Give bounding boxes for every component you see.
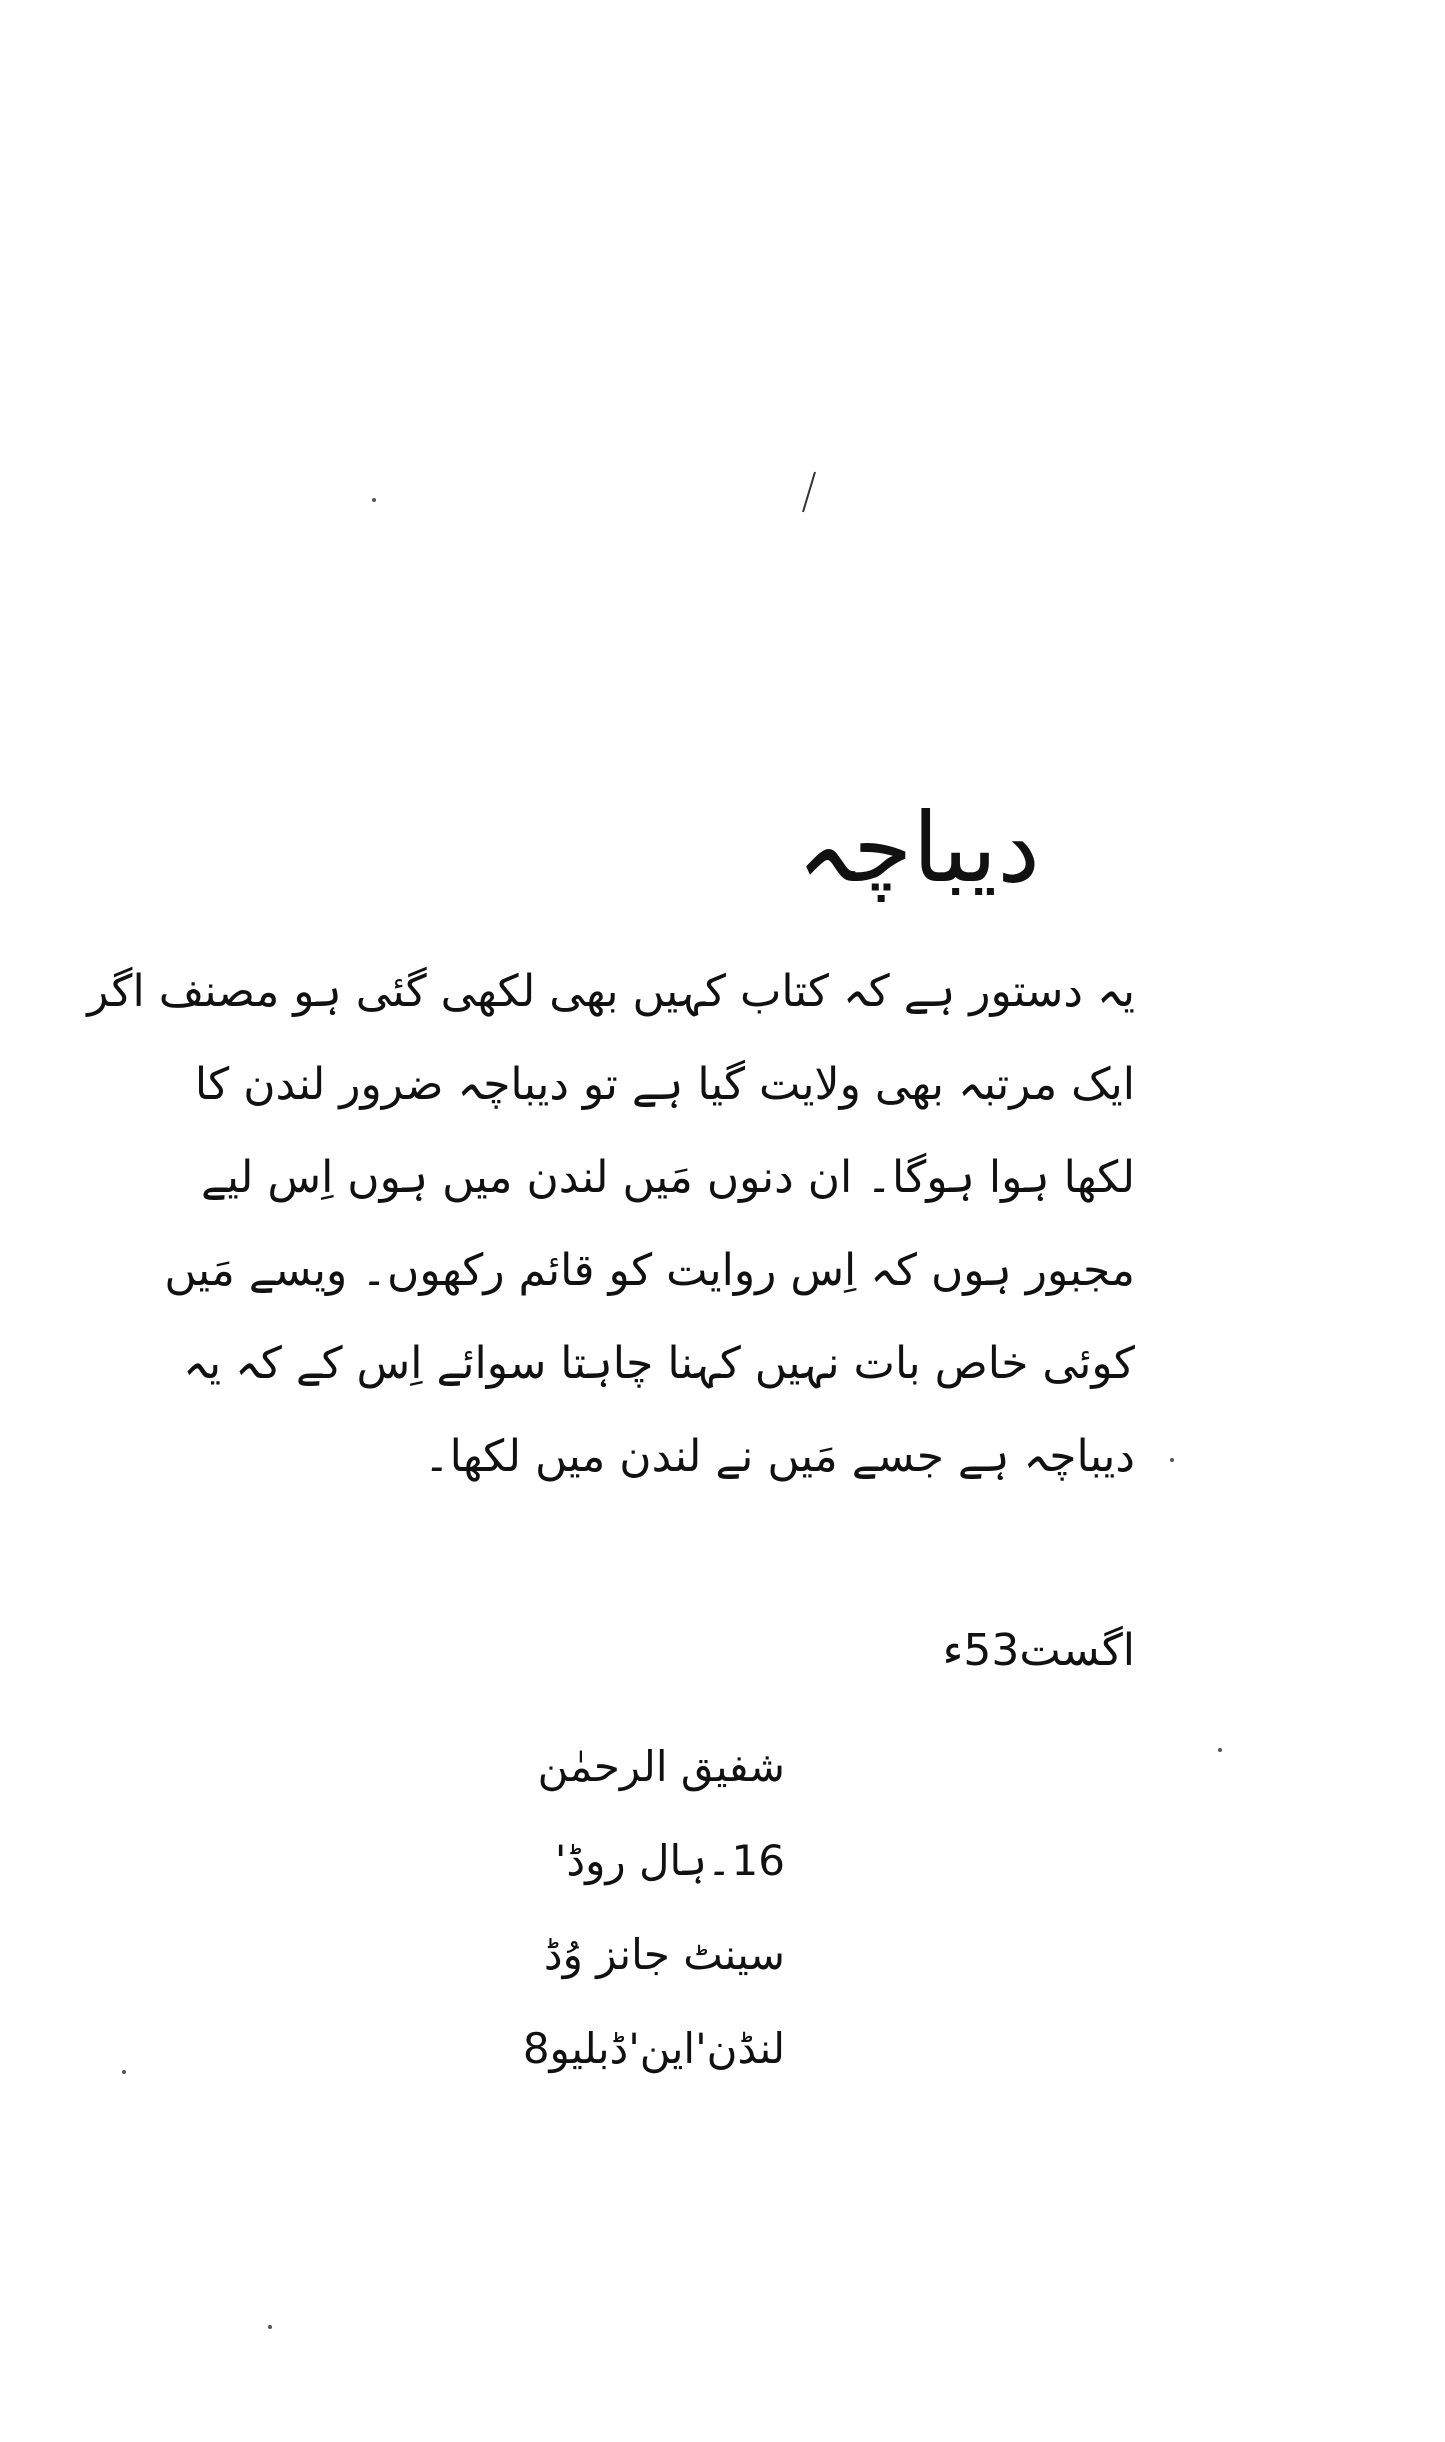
address-line: سینٹ جانز وُڈ <box>543 1930 785 1979</box>
dust-speck <box>268 2325 272 2329</box>
paragraph-line: دیباچہ ہے جسے مَیں نے لندن میں لکھا۔ <box>423 1431 1135 1482</box>
paragraph-line: لکھا ہوا ہوگا۔ ان دنوں مَیں لندن میں ہوں اِس لیے <box>200 1152 1135 1203</box>
stray-pen-mark <box>795 470 823 514</box>
address-line: 16۔ہال روڈ' <box>554 1836 785 1885</box>
author-name: شفیق الرحمٰن <box>537 1742 785 1791</box>
dust-speck <box>1218 1748 1222 1752</box>
address-line: لنڈن'این'ڈبلیو8 <box>522 2024 785 2073</box>
paragraph-line: یہ دستور ہے کہ کتاب کہیں بھی لکھی گئی ہو مصنف اگر <box>87 966 1135 1017</box>
signature-block <box>523 1720 785 2096</box>
paragraph-line: مجبور ہوں کہ اِس روایت کو قائم رکھوں۔ ویسے مَیں <box>164 1245 1135 1296</box>
dust-speck <box>1170 1458 1174 1462</box>
paragraph-line: ایک مرتبہ بھی ولایت گیا ہے تو دیباچہ ضرور لندن کا <box>194 1059 1135 1110</box>
page-title: دیباچہ <box>796 792 1040 904</box>
dust-speck <box>372 498 376 502</box>
paragraph-line: کوئی خاص بات نہیں کہنا چاہتا سوائے اِس کے کہ یہ <box>183 1338 1135 1389</box>
date-line: اگست53ء <box>942 1625 1135 1676</box>
preface-paragraph <box>87 945 1135 1503</box>
dust-speck <box>122 2070 126 2074</box>
